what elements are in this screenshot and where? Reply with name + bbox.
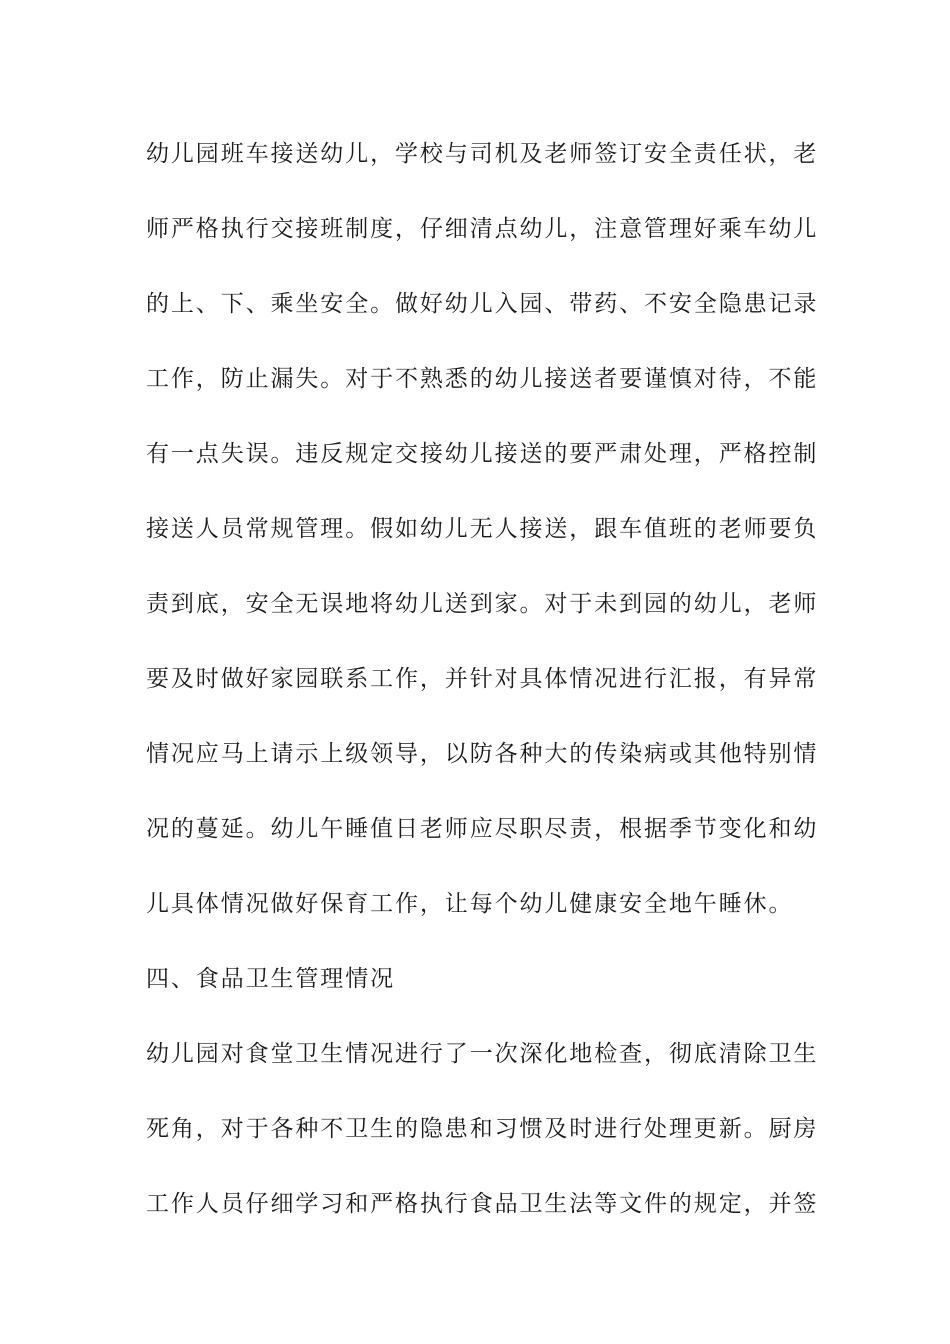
text-line: 死角，对于各种不卫生的隐患和习惯及时进行处理更新。厨房 — [146, 1116, 819, 1142]
text-line: 幼儿园班车接送幼儿，学校与司机及老师签订安全责任状，老 — [146, 141, 819, 167]
text-line: 况的蔓延。幼儿午睡值日老师应尽职尽责，根据季节变化和幼 — [146, 816, 819, 842]
text-line: 工作人员仔细学习和严格执行食品卫生法等文件的规定，并签 — [146, 1191, 819, 1217]
text-line: 情况应马上请示上级领导，以防各种大的传染病或其他特别情 — [146, 741, 819, 767]
section-heading: 四、食品卫生管理情况 — [146, 966, 395, 992]
text-line: 幼儿园对食堂卫生情况进行了一次深化地检查，彻底清除卫生 — [146, 1041, 819, 1067]
text-line: 要及时做好家园联系工作，并针对具体情况进行汇报，有异常 — [146, 666, 819, 692]
text-line: 责到底，安全无误地将幼儿送到家。对于未到园的幼儿，老师 — [146, 591, 819, 617]
text-line: 儿具体情况做好保育工作，让每个幼儿健康安全地午睡休。 — [146, 891, 794, 917]
document-body — [146, 132, 819, 1257]
text-line: 接送人员常规管理。假如幼儿无人接送，跟车值班的老师要负 — [146, 516, 819, 542]
text-line: 的上、下、乘坐安全。做好幼儿入园、带药、不安全隐患记录 — [146, 291, 819, 317]
text-line: 有一点失误。违反规定交接幼儿接送的要严肃处理，严格控制 — [146, 441, 819, 467]
text-line: 师严格执行交接班制度，仔细清点幼儿，注意管理好乘车幼儿 — [146, 216, 819, 242]
text-line: 工作，防止漏失。对于不熟悉的幼儿接送者要谨慎对待，不能 — [146, 366, 819, 392]
